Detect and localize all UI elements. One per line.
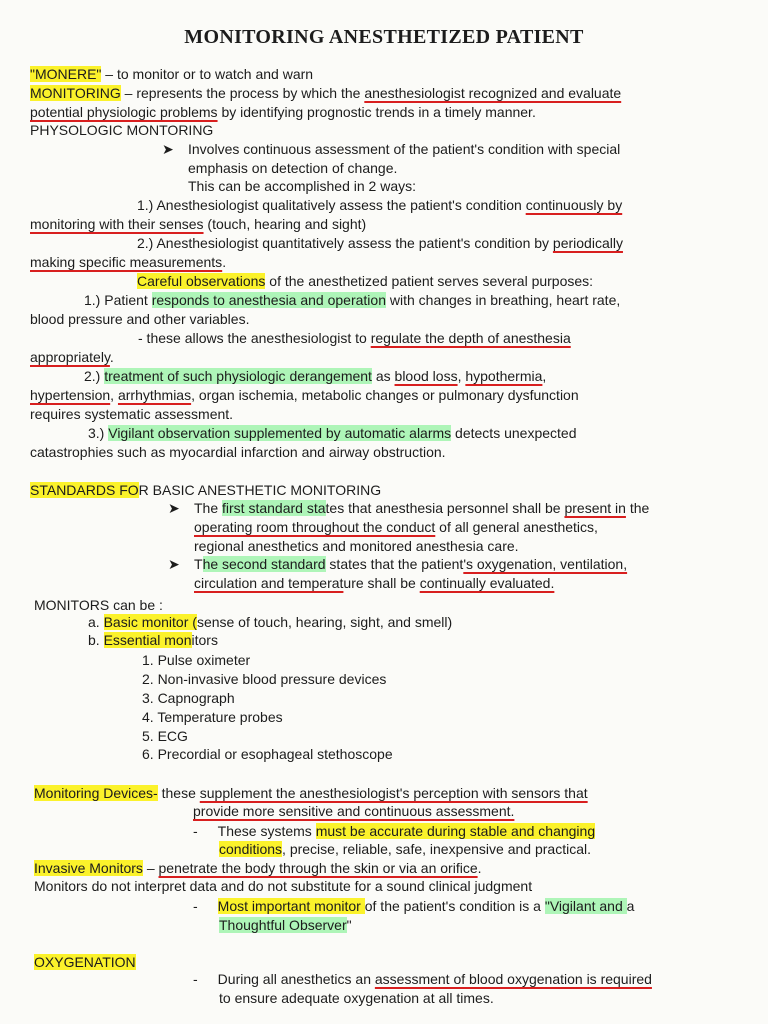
purpose-1-line-1: 1.) Patient responds to anesthesia and operation with changes in breathing, heart rate, — [84, 292, 621, 308]
physiologic-bullet: ➤ Involves continuous assessment of the patient's condition with special — [162, 141, 621, 157]
standard-1-line-2: operating room throughout the conduct of all general anesthetics, — [194, 519, 598, 535]
monitoring-line-1: MONITORING – represents the process by which the anesthesiologist recognized and evaluate — [30, 85, 622, 101]
physiologic-bullet-cont: emphasis on detection of change. — [188, 160, 398, 176]
oxygenation-heading — [34, 953, 136, 971]
monere-term: "MONERE" — [30, 66, 102, 82]
purpose-2-line-3: requires systematic assessment. — [30, 406, 234, 422]
monitors-a: a. Basic monitor (sense of touch, hearing, sight, and smell) — [88, 614, 453, 630]
oxygenation-line-1: - During all anesthetics an assessment of blood oxygenation is required — [193, 971, 652, 987]
physiologic-heading: PHYSOLOGIC MONTORING — [30, 122, 214, 138]
page-title: MONITORING ANESTHETIZED PATIENT — [184, 26, 584, 48]
careful-line: Careful observations of the anesthetized patient serves several purposes: — [137, 273, 594, 289]
monitoring-term: MONITORING — [30, 85, 121, 101]
standards-term: STANDARDS FO — [30, 482, 139, 498]
monitors-intro: MONITORS can be : — [34, 597, 163, 613]
monitoring-line-2: potential physiologic problems by identifying prognostic trends in a timely manner. — [30, 104, 536, 120]
ways-line: This can be accomplished in 2 ways: — [188, 178, 416, 194]
list-item: 1. Pulse oximeter — [142, 652, 251, 668]
important-line-1: - Most important monitor of the patient's condition is a "Vigilant and a — [193, 898, 635, 914]
purpose-1-line-2: blood pressure and other variables. — [30, 311, 250, 327]
arrow-bullet-icon: ➤ — [168, 556, 180, 572]
list-item: 5. ECG — [142, 728, 188, 744]
list-item: 3. Capnograph — [142, 690, 235, 706]
standard-2-line-1: ➤ The second standard states that the patient's oxygenation, ventilation, — [168, 556, 628, 572]
important-line-2: Thoughtful Observer" — [219, 917, 352, 933]
standard-1-line-1: ➤ The first standard states that anesthesia personnel shall be present in the — [168, 500, 650, 516]
standard-2-line-2: circulation and temperature shall be continually evaluated. — [194, 575, 555, 591]
way-1-line-2: monitoring with their senses (touch, hearing and sight) — [30, 216, 367, 232]
standard-1-line-3: regional anesthetics and monitored anesthesia care. — [194, 538, 519, 554]
way-1-line-1: 1.) Anesthesiologist qualitatively assess the patient's condition continuously by — [137, 197, 623, 213]
oxygenation-term: OXYGENATION — [34, 954, 136, 970]
devices-line-3: - These systems must be accurate during stable and changing — [193, 823, 596, 839]
careful-term: Careful observations — [137, 273, 266, 289]
devices-line-4: conditions, precise, reliable, safe, inexpensive and practical. — [219, 841, 591, 857]
way-2-line-1: 2.) Anesthesiologist quantitatively assess the patient's condition by periodically — [137, 235, 623, 251]
purpose-3-line-2: catastrophies such as myocardial infarction and airway obstruction. — [30, 444, 446, 460]
monitors-b: b. Essential monitors — [88, 632, 218, 648]
list-item: 6. Precordial or esophageal stethoscope — [142, 746, 393, 762]
devices-term: Monitoring Devices- — [34, 785, 158, 801]
way-2-line-2: making specific measurements. — [30, 254, 227, 270]
purpose-3-line-1: 3.) Vigilant observation supplemented by automatic alarms detects unexpected — [88, 425, 577, 441]
list-item: 4. Temperature probes — [142, 709, 283, 725]
oxygenation-line-2: to ensure adequate oxygenation at all times. — [219, 990, 494, 1006]
invasive-term: Invasive Monitors — [34, 860, 143, 876]
invasive-line: Invasive Monitors – penetrate the body through the skin or via an orifice. — [34, 860, 482, 876]
purpose-1-line-3: - these allows the anesthesiologist to regulate the depth of anesthesia — [138, 330, 571, 346]
devices-line-2: provide more sensitive and continuous assessment. — [193, 803, 515, 819]
purpose-2-line-1: 2.) treatment of such physiologic derangement as blood loss, hypothermia, — [84, 368, 547, 384]
standards-heading: STANDARDS FOR BASIC ANESTHETIC MONITORING — [30, 482, 382, 498]
arrow-bullet-icon: ➤ — [168, 500, 180, 516]
monitors-note: Monitors do not interpret data and do not substitute for a sound clinical judgment — [34, 878, 533, 894]
purpose-1-line-4: appropriately. — [30, 349, 114, 365]
purpose-2-line-2: hypertension, arrhythmias, organ ischemia, metabolic changes or pulmonary dysfunction — [30, 387, 579, 403]
arrow-bullet-icon: ➤ — [162, 141, 174, 157]
list-item: 2. Non-invasive blood pressure devices — [142, 671, 387, 687]
monere-line: "MONERE" – to monitor or to watch and warn — [30, 66, 314, 82]
devices-line-1: Monitoring Devices- these supplement the anesthesiologist's perception with sensors that — [34, 785, 588, 801]
